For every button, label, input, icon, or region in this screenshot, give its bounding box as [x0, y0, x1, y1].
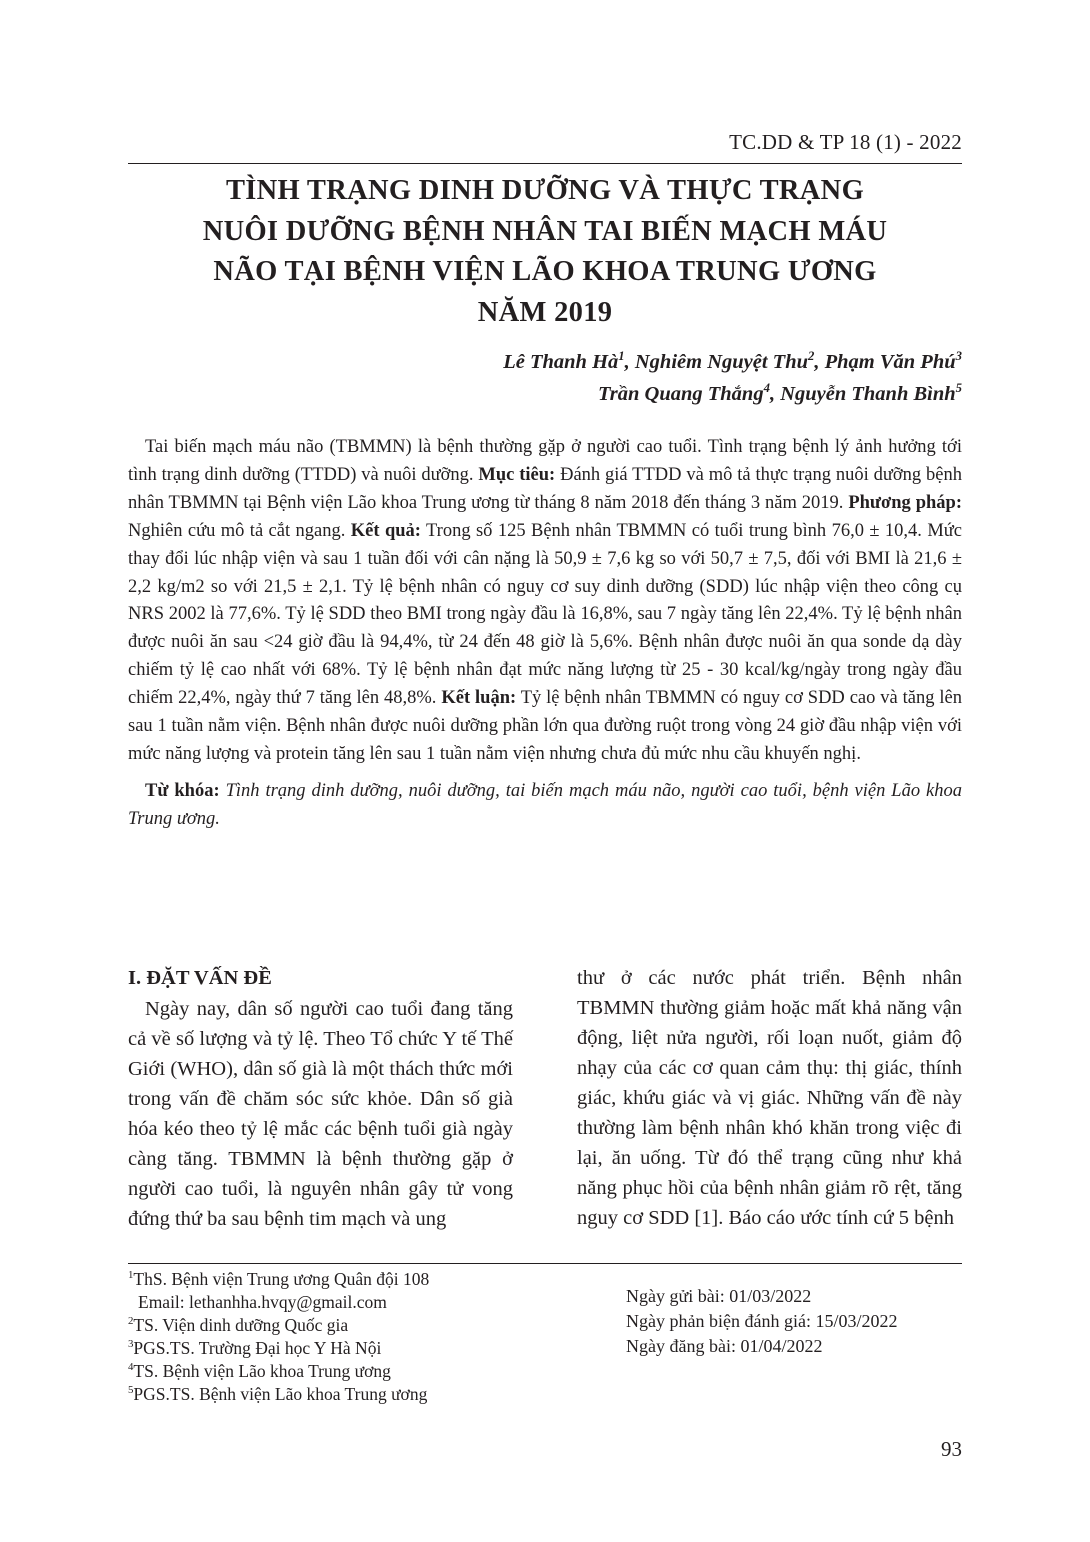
keywords — [128, 778, 962, 834]
footnote — [128, 1337, 548, 1360]
section-heading: I. ĐẶT VẤN ĐỀ — [128, 967, 272, 989]
body-paragraph: Ngày nay, dân số người cao tuổi đang tăng cả về số lượng và tỷ lệ. Theo Tổ chức Y tế Thế Giới (WHO), dân số già là một thách thức mới trong vấn đề chăm sóc sức khỏe. Dân số già hóa kéo theo tỷ lệ mắc các bệnh tuổi già ngày càng tăng. TBMMN là bệnh thường gặp ở người cao tuổi, là nguyên nhân gây tử vong đứng thứ ba sau bệnh tim mạch và ung — [128, 998, 513, 1230]
body-paragraph: thư ở các nước phát triển. Bệnh nhân TBMMN thường giảm hoặc mất khả năng vận động, liệt nửa người, rối loạn nuốt, giảm độ nhạy của các cơ quan cảm thụ: thị giác, thính giác, khứu giác và vị giác. Những vấn đề này thường làm bệnh nhân khó khăn trong việc đi lại, ăn uống. Từ đó thể trạng cũng như khả năng phục hồi của bệnh nhân giảm rõ rệt, tăng nguy cơ SDD [1]. Báo cáo ước tính cứ 5 bệnh — [577, 967, 962, 1229]
footnote-text: TS. Viện dinh dưỡng Quốc gia — [133, 1315, 349, 1335]
footnotes — [128, 1268, 548, 1406]
abstract-body — [128, 434, 962, 769]
affiliation-mark: 3 — [955, 349, 962, 364]
left-column — [128, 963, 513, 1234]
footnote-mark: 4 — [128, 1361, 134, 1374]
author-separator: , — [624, 351, 635, 373]
affiliation-mark: 2 — [808, 349, 815, 364]
footnote-mark: 1 — [128, 1269, 134, 1282]
date-reviewed: Ngày phản biện đánh giá: 15/03/2022 — [626, 1311, 898, 1331]
result-label: Kết quả: — [350, 520, 421, 541]
author-separator: , — [814, 351, 825, 373]
footnote — [128, 1314, 548, 1337]
header-rule — [128, 163, 962, 164]
abstract-intro: Tai biến mạch máu não (TBMMN) là bệnh thường gặp ở người cao tuổi. Tình trạng bệnh lý ảnh hưởng tới tình trạng dinh dưỡng (TTDD) và nuôi dưỡng. — [128, 437, 962, 485]
footnote-mark: 2 — [128, 1315, 134, 1328]
abstract-objective: Đánh giá TTDD và mô tả thực trạng nuôi dưỡng bệnh nhân TBMMN tại Bệnh viện Lão khoa Trung ương từ tháng 8 năm 2018 đến tháng 3 năm 2019. — [128, 464, 962, 513]
footnote — [128, 1268, 548, 1291]
author-name: Nghiêm Nguyệt Thu — [634, 351, 808, 373]
author-line — [503, 346, 962, 378]
abstract — [128, 434, 962, 834]
abstract-conclusion: Tỷ lệ bệnh nhân TBMMN có nguy cơ SDD cao và tăng lên sau 1 tuần nằm viện. Bệnh nhân được nuôi dưỡng phần lớn qua đường ruột trong vòng 24 giờ đầu nhập viện với mức năng lượng và protein tăng lên sau 1 tuần nằm viện nhưng chưa đủ mức nhu cầu khuyến nghị. — [128, 688, 962, 764]
date-published: Ngày đăng bài: 01/04/2022 — [626, 1336, 823, 1356]
objective-label: Mục tiêu: — [478, 464, 556, 485]
footnote-mark: 3 — [128, 1338, 134, 1351]
affiliation-mark: 5 — [955, 381, 962, 396]
author-list — [503, 346, 962, 410]
footnote-mark: 5 — [128, 1384, 134, 1397]
submission-dates — [626, 1284, 897, 1359]
right-column — [577, 963, 962, 1233]
affiliation-mark: 4 — [763, 381, 770, 396]
article-title — [128, 171, 962, 333]
footnote — [128, 1360, 548, 1383]
affiliation-mark: 1 — [618, 349, 625, 364]
author-line — [503, 378, 962, 410]
journal-header: TC.DD & TP 18 (1) - 2022 — [729, 130, 962, 154]
page-number: 93 — [941, 1437, 962, 1461]
footnote-text: PGS.TS. Trường Đại học Y Hà Nội — [133, 1338, 382, 1358]
footnote — [128, 1383, 548, 1406]
title-line: TÌNH TRẠNG DINH DƯỠNG VÀ THỰC TRẠNG — [225, 175, 865, 206]
date-received: Ngày gửi bài: 01/03/2022 — [626, 1286, 812, 1306]
footnote-text: ThS. Bệnh viện Trung ương Quân đội 108 — [133, 1269, 430, 1289]
title-line: NĂM 2019 — [477, 296, 613, 328]
footnote-rule — [128, 1263, 962, 1264]
footnote — [128, 1291, 548, 1314]
author-separator: , — [769, 383, 781, 405]
conclusion-label: Kết luận: — [441, 688, 517, 709]
author-name: Lê Thanh Hà — [503, 351, 619, 373]
footnote-email: Email: lethanhha.hvqy@gmail.com — [138, 1292, 387, 1312]
title-line: NÃO TẠI BỆNH VIỆN LÃO KHOA TRUNG ƯƠNG — [213, 256, 877, 287]
abstract-result: Trong số 125 Bệnh nhân TBMMN có tuổi trung bình 76,0 ± 10,4. Mức thay đổi lúc nhập viện và sau 1 tuần đối với cân nặng là 50,9 ± 7,6 kg so với 50,7 ± 7,5, đối với BMI là 21,6 ± 2,2 kg/m2 so với 21,5 ± 2,1. Tỷ lệ bệnh nhân có nguy cơ suy dinh dưỡng (SDD) lúc nhập viện theo công cụ NRS 2002 là 77,6%. Tỷ lệ SDD theo BMI trong ngày đầu là 16,8%, sau 7 ngày tăng lên 22,4%. Tỷ lệ bệnh nhân được nuôi ăn sau <24 giờ đầu là 94,4%, từ 24 đến 48 giờ là 5,6%. Bệnh nhân được nuôi ăn qua sonde dạ dày chiếm tỷ lệ cao nhất với 68%. Tỷ lệ bệnh nhân đạt mức năng lượng từ 25 - 30 kcal/kg/ngày trong ngày đầu chiếm 22,4%, ngày thứ 7 tăng lên 48,8%. — [128, 520, 963, 709]
author-name: Trần Quang Thắng — [598, 383, 764, 405]
footnote-text: TS. Bệnh viện Lão khoa Trung ương — [133, 1361, 391, 1381]
keywords-label: Từ khóa: — [145, 780, 220, 801]
method-label: Phương pháp: — [848, 492, 962, 513]
title-line: NUÔI DƯỠNG BỆNH NHÂN TAI BIẾN MẠCH MÁU — [202, 215, 888, 247]
footnote-text: PGS.TS. Bệnh viện Lão khoa Trung ương — [133, 1384, 428, 1404]
keywords-text: Tình trạng dinh dưỡng, nuôi dưỡng, tai biến mạch máu não, người cao tuổi, bệnh viện Lão khoa Trung ương. — [128, 780, 962, 829]
author-name: Phạm Văn Phú — [824, 351, 956, 373]
author-name: Nguyễn Thanh Bình — [780, 383, 956, 405]
abstract-method: Nghiên cứu mô tả cắt ngang. — [128, 520, 351, 541]
